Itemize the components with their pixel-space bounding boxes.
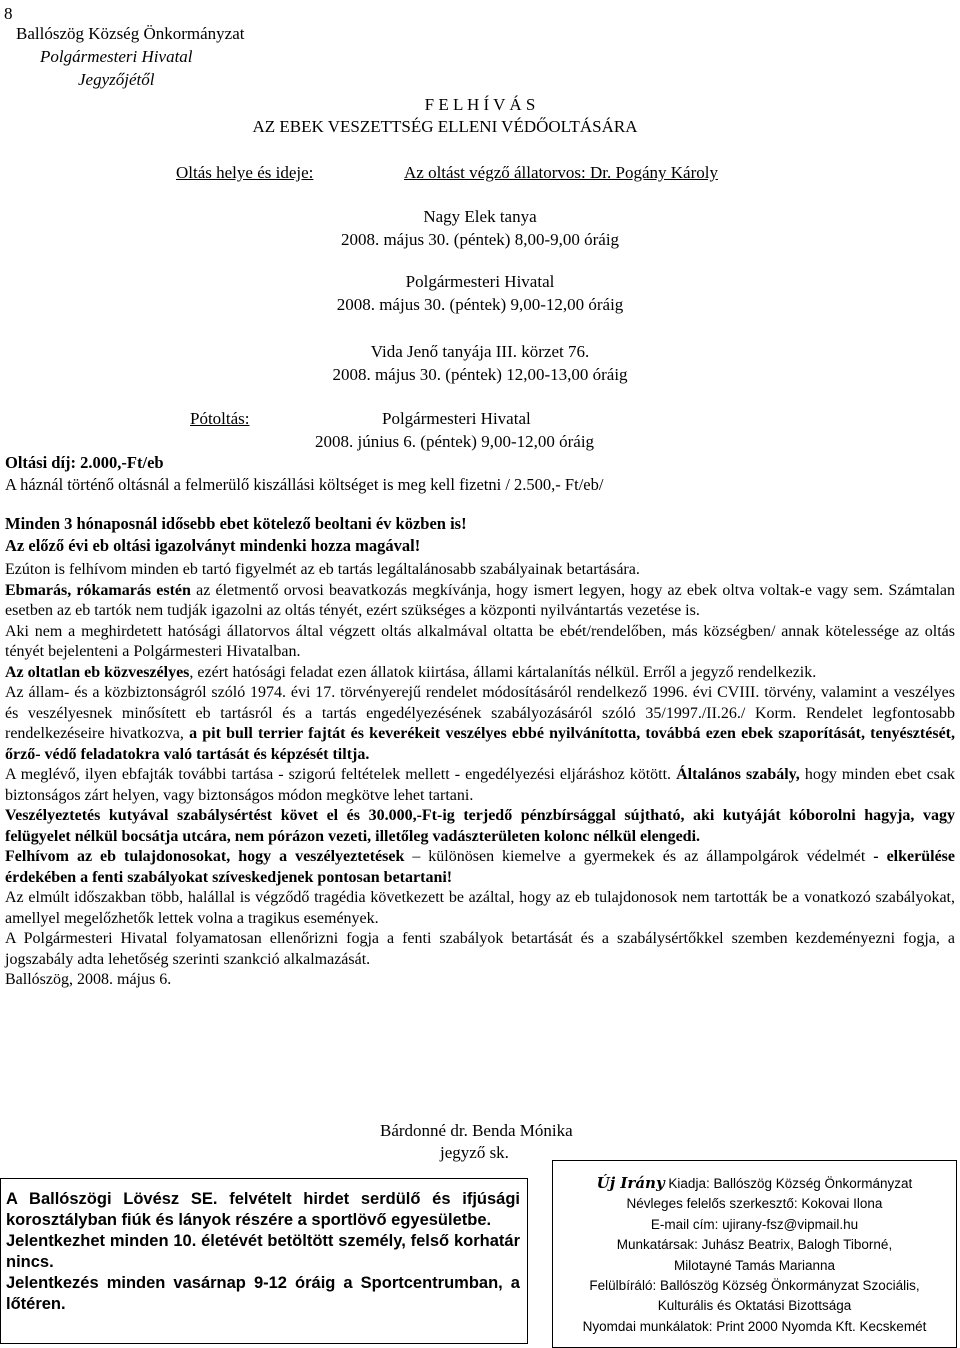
location-1-place: Nagy Elek tanya [423,207,537,226]
body-paragraph: Veszélyeztetés kutyával szabálysértést követ el és 30.000,-Ft-ig terjedő pénzbírsággal sújtható, aki kutyáját kóborolni hagyja, vagy felügyelet nélkül bocsátja utcára, nem pórázon vezeti, illetőleg vadászterületen kolonc nélkül elengedi. [5,807,955,845]
fee-note: A háznál történő oltásnál a felmerülő kiszállási költséget is meg kell fizetni / 2.500,- Ft/eb/ [5,475,604,494]
impressum-publisher: Új Irány Kiadja: Ballószög Község Önkormányzat [596,1174,913,1192]
body-paragraph: Az állam- és a közbiztonságról szóló 1974. évi 17. törvényerejű rendelet módosításáról rendelkező 1996. évi CVIII. törvény, valamint a veszélyes és veszélyesnek minősített eb tartásról és a tartás engedélyezésének szabályozásáról szóló 35/1997./II.26./ Korm. Rendelet legfontosabb rendelkezéseire hivatkozva, a pit bull terrier fajtát és keverékeit veszélyes ebbé nyilvánította, továbbá ezen ebek szaporítását, tenyésztését, őrző- védő feladatokra való tartását és képzését tiltja. [5,684,955,763]
makeup-time: 2008. június 6. (péntek) 9,00-12,00 óráig [315,432,595,451]
impressum-committee: Kulturális és Oktatási Bizottsága [657,1298,852,1314]
body-paragraph: Felhívom az eb tulajdonosokat, hogy a veszélyeztetések – különösen kiemelve a gyermekek és az állampolgárok védelmét - elkerülése érdekében a fenti szabályokat szíveskedjenek pontosan betartani! [5,848,956,886]
impressum-box [552,1160,957,1348]
body-paragraph: Az oltatlan eb közveszélyes, ezért hatósági feladat ezen állatok kiirtása, állami kártalanítás nélkül. Erről a jegyző rendelkezik. [5,663,817,681]
location-3-place: Vida Jenő tanyája III. körzet 76. [370,342,590,361]
ad-paragraph: Jelentkezhet minden 10. életévét betöltött személy, felső korhatár nincs. [6,1232,520,1271]
impressum-staff: Munkatársak: Juhász Beatrix, Balogh Tiborné, [616,1237,893,1253]
notice-vaccination-required: Minden 3 hónaposnál idősebb ebet kötelező beoltani év közben is! [5,514,467,533]
notice-title: F E L H Í V Á S [424,95,536,114]
notice-subtitle: AZ EBEK VESZETTSÉG ELLENI VÉDŐOLTÁSÁRA [252,117,638,136]
newspaper-logo: Új Irány [596,1174,665,1192]
location-time-heading: Oltás helye és ideje: [176,163,314,182]
makeup-place: Polgármesteri Hivatal [382,409,531,428]
body-paragraph: A Polgármesteri Hivatal folyamatosan ellenőrizni fogja a fenti szabályok betartását és a szabálysértőkkel szemben kezdeményezni fogja, a jogszabály adta lehetőség szerinti szankció alkalmazását. [5,930,955,968]
signature-name: Bárdonné dr. Benda Mónika [380,1121,573,1140]
body-paragraph: Az elmúlt időszakban több, halállal is végződő tragédia következett be azáltal, hogy az eb tulajdonosok nem tartották be a vonatkozó szabályokat, amellyel megelőzhetők lettek volna a tragikus események. [5,889,955,927]
signature-role: jegyző sk. [440,1143,509,1162]
notice-body [5,560,955,991]
header-office: Polgármesteri Hivatal [40,47,193,66]
header-notary: Jegyzőjétől [78,70,155,89]
page-number: 8 [4,4,13,23]
body-paragraph: Ebmarás, rókamarás estén az életmentő orvosi beavatkozás megkívánja, hogy ismert legyen, hogy az ebek oltva voltak-e vagy sem. Számtalan esetben az eb tartók nem tudják igazolni az oltás tényét, ezért szükséges a központi nyilvántartás vezetése is. [5,581,955,619]
body-paragraph: A meglévő, ilyen ebfajták további tartása - szigorú feltételek mellett - engedélyezési eljáráshoz kötött. Általános szabály, hogy minden ebet csak biztonságos zárt helyen, vagy biztonságos módon megkötve lehet tartani. [5,766,955,804]
location-2-place: Polgármesteri Hivatal [405,272,555,291]
fee-label: Oltási díj: 2.000,-Ft/eb [5,453,164,472]
body-paragraph: Aki nem a meghirdetett hatósági állatorvos által végzett oltás alkalmával oltatta be ebét/rendelőben, más községben/ annak kötelessége az oltás tényét bejelenteni a Polgármesteri Hivatalban. [5,622,955,660]
impressum-email: E-mail cím: ujirany-fsz@vipmail.hu [650,1216,859,1232]
body-paragraph: Ezúton is felhívom minden eb tartó figyelmét az eb tartás legáltalánosabb szabályainak betartására. [5,561,640,578]
impressum-reviewer: Felülbíráló: Ballószög Község Önkormányzat Szociális, [589,1278,920,1294]
location-2-time: 2008. május 30. (péntek) 9,00-12,00 óráig [336,295,624,314]
shooting-club-ad [0,1178,528,1344]
impressum-printer: Nyomdai munkálatok: Print 2000 Nyomda Kft. Kecskemét [582,1318,927,1334]
impressum-editor: Névleges felelős szerkesztő: Kokovai Ilona [626,1196,883,1212]
date-line: Ballószög, 2008. május 6. [5,971,172,988]
makeup-label: Pótoltás: [190,409,250,428]
ad-paragraph: A Ballószögi Lövész SE. felvételt hirdet serdülő és ifjúsági korosztályban fiúk és lányok részére a sportlövő egyesületbe. [6,1190,520,1229]
notice-bring-certificate: Az előző évi eb oltási igazolványt mindenki hozza magával! [5,536,421,555]
vet-heading: Az oltást végző állatorvos: Dr. Pogány Károly [404,163,718,182]
location-1-time: 2008. május 30. (péntek) 8,00-9,00 óráig [340,230,620,249]
header-municipality: Ballószög Község Önkormányzat [16,24,245,43]
impressum-staff: Milotayné Tamás Marianna [673,1257,836,1273]
ad-paragraph: Jelentkezés minden vasárnap 9-12 óráig a Sportcentrumban, a lőtéren. [6,1274,520,1313]
location-3-time: 2008. május 30. (péntek) 12,00-13,00 óráig [332,365,628,384]
